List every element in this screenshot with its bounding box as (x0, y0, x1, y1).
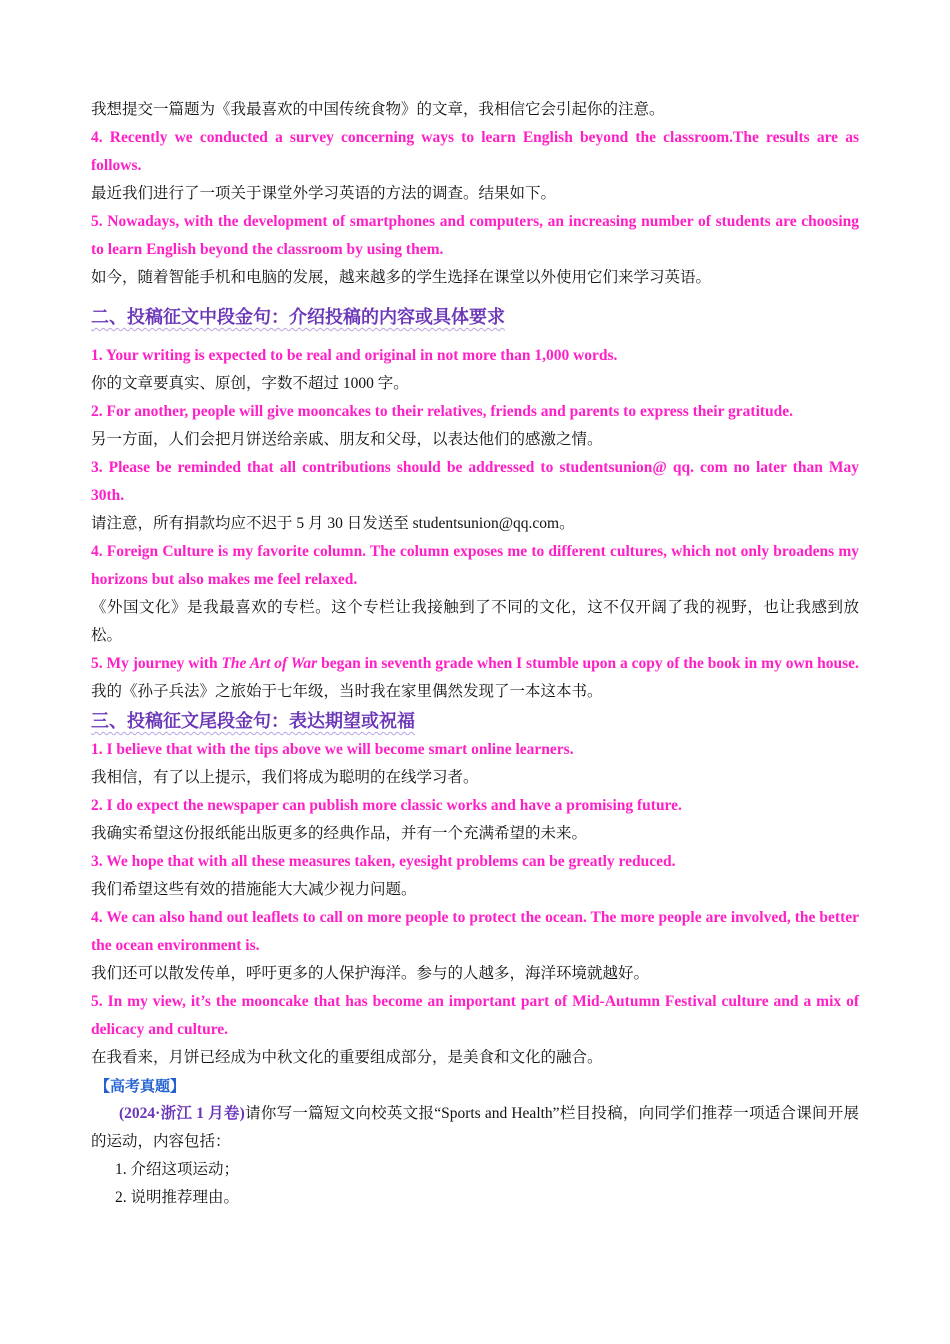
middle-translation-1: 你的文章要真实、原创，字数不超过 1000 字。 (91, 375, 409, 392)
end-translation-4: 我们还可以散发传单，呼吁更多的人保护海洋。参与的人越多，海洋环境就越好。 (91, 965, 650, 982)
exam-point-1: 1. 介绍这项运动； (115, 1161, 240, 1178)
end-translation-2: 我确实希望这份报纸能出版更多的经典作品，并有一个充满希望的未来。 (91, 825, 588, 842)
end-translation-3: 我们希望这些有效的措施能大大减少视力问题。 (91, 881, 417, 898)
section-heading-middle: 二、投稿征文中段金句：介绍投稿的内容或具体要求 (91, 307, 505, 328)
exam-task (91, 1100, 859, 1156)
intro-sentence-5: 5. Nowadays, with the development of smartphones and computers, an increasing number of students are choosing to learn English beyond the classroom by using them. (91, 213, 859, 258)
exam-source: (2024·浙江 1 月卷) (119, 1105, 245, 1122)
end-sentence-4: 4. We can also hand out leaflets to call on more people to protect the ocean. The more people are involved, the better the ocean environment is. (91, 909, 859, 954)
book-title: The Art of War (221, 655, 318, 672)
middle-sentence-5 (91, 650, 859, 678)
intro-sentence-4: 4. Recently we conducted a survey concerning ways to learn English beyond the classroom.The results are as follows. (91, 129, 859, 174)
end-sentence-5: 5. In my view, it’s the mooncake that has become an important part of Mid-Autumn Festival culture and a mix of delicacy and culture. (91, 993, 859, 1038)
end-sentence-3: 3. We hope that with all these measures taken, eyesight problems can be greatly reduced. (91, 853, 676, 870)
document-page (91, 96, 859, 1212)
end-sentence-1: 1. I believe that with the tips above we will become smart online learners. (91, 741, 574, 758)
middle-sentence-2: 2. For another, people will give mooncakes to their relatives, friends and parents to express their gratitude. (91, 403, 794, 420)
section-heading-end: 三、投稿征文尾段金句：表达期望或祝福 (91, 711, 415, 732)
end-translation-5: 在我看来，月饼已经成为中秋文化的重要组成部分，是美食和文化的融合。 (91, 1049, 603, 1066)
middle-sentence-3: 3. Please be reminded that all contributions should be addressed to studentsunion@ qq. com no later than May 30th. (91, 459, 859, 504)
exam-point-2: 2. 说明推荐理由。 (115, 1189, 240, 1206)
middle-translation-4: 《外国文化》是我最喜欢的专栏。这个专栏让我接触到了不同的文化，这不仅开阔了我的视野，也让我感到放松。 (91, 599, 859, 644)
middle-sentence-4: 4. Foreign Culture is my favorite column. The column exposes me to different cultures, which not only broadens my horizons but also makes me feel relaxed. (91, 543, 859, 588)
exam-task-text: 请你写一篇短文向校英文报“Sports and Health”栏目投稿，向同学们推荐一项适合课间开展的运动，内容包括： (91, 1105, 860, 1150)
middle-translation-5: 我的《孙子兵法》之旅始于七年级，当时我在家里偶然发现了一本这本书。 (91, 683, 603, 700)
middle-sentence-5-post: began in seventh grade when I stumble upon a copy of the book in my own house. (317, 655, 859, 672)
middle-translation-3: 请注意，所有捐款均应不迟于 5 月 30 日发送至 studentsunion@qq.com。 (91, 515, 575, 532)
intro-translation-3: 我想提交一篇题为《我最喜欢的中国传统食物》的文章，我相信它会引起你的注意。 (91, 101, 665, 118)
middle-sentence-5-pre: 5. My journey with (91, 655, 222, 672)
end-sentence-2: 2. I do expect the newspaper can publish more classic works and have a promising future. (91, 797, 682, 814)
end-translation-1: 我相信，有了以上提示，我们将成为聪明的在线学习者。 (91, 769, 479, 786)
exam-tag: 【高考真题】 (95, 1077, 186, 1095)
middle-sentence-1: 1. Your writing is expected to be real and original in not more than 1,000 words. (91, 347, 618, 364)
intro-translation-4: 最近我们进行了一项关于课堂外学习英语的方法的调查。结果如下。 (91, 185, 557, 202)
middle-translation-2: 另一方面，人们会把月饼送给亲戚、朋友和父母，以表达他们的感激之情。 (91, 431, 603, 448)
intro-translation-5: 如今，随着智能手机和电脑的发展，越来越多的学生选择在课堂以外使用它们来学习英语。 (91, 269, 712, 286)
